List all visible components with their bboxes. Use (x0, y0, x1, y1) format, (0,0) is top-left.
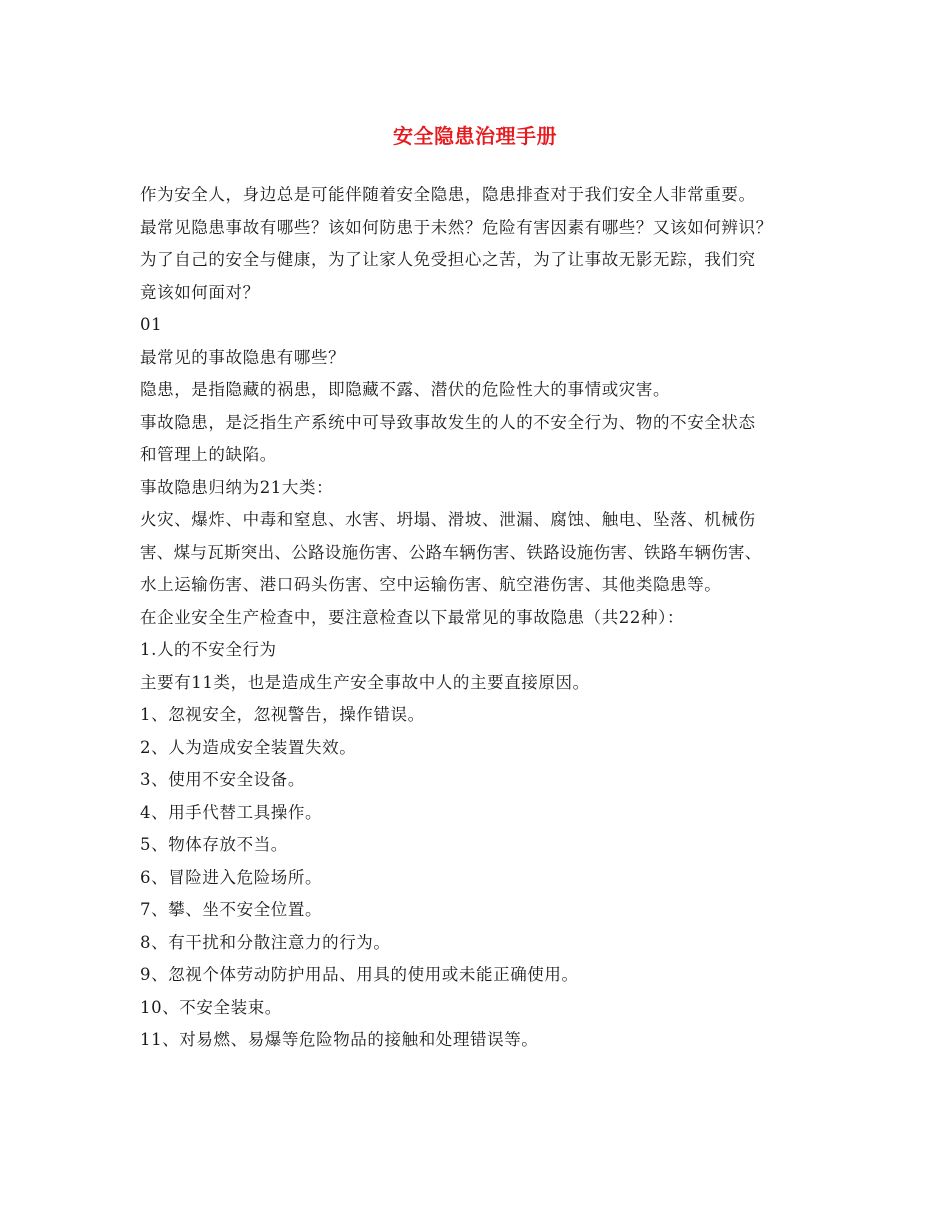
body-line-7: 隐患，是指隐藏的祸患，即隐藏不露、潜伏的危险性大的事情或灾害。 (140, 380, 671, 399)
list-item: 11、对易燃、易爆等危险物品的接触和处理错误等。 (140, 1030, 539, 1049)
body-line-1: 作为安全人，身边总是可能伴随着安全隐患，隐患排查对于我们安全人非常重要。 (140, 185, 756, 204)
list-item: 1、忽视安全，忽视警告，操作错误。 (140, 705, 425, 724)
section-heading: 最常见的事故隐患有哪些？ (140, 347, 346, 367)
list-item: 6、冒险进入危险场所。 (140, 867, 323, 887)
body-line-16: 主要有11类，也是造成生产安全事故中人的主要直接原因。 (140, 672, 590, 692)
list-item: 5、物体存放不当。 (140, 835, 288, 854)
body-line-4: 竟该如何面对？ (140, 282, 260, 302)
body-line-9: 和管理上的缺陷。 (140, 445, 277, 464)
list-item: 3、使用不安全设备。 (140, 770, 305, 789)
list-item: 10、不安全装束。 (140, 997, 282, 1017)
body-line-10: 事故隐患归纳为21大类： (140, 477, 334, 497)
list-item: 4、用手代替工具操作。 (140, 802, 323, 822)
body-line-3: 为了自己的安全与健康，为了让家人免受担心之苦，为了让事故无影无踪，我们究 (140, 250, 756, 269)
subsection-heading: 1.人的不安全行为 (140, 640, 277, 659)
list-item: 2、人为造成安全装置失效。 (140, 737, 357, 757)
body-line-2: 最常见隐患事故有哪些？该如何防患于未然？危险有害因素有哪些？又该如何辨识？ (140, 217, 773, 237)
hazard-list-line-3: 水上运输伤害、港口码头伤害、空中运输伤害、航空港伤害、其他类隐患等。 (140, 575, 722, 594)
hazard-list-line-2: 害、煤与瓦斯突出、公路设施伤害、公路车辆伤害、铁路设施伤害、铁路车辆伤害、 (140, 542, 762, 562)
hazard-list-line-1: 火灾、爆炸、中毒和窒息、水害、坍塌、滑坡、泄漏、腐蚀、触电、坠落、机械伤 (140, 510, 756, 529)
body-line-8: 事故隐患，是泛指生产系统中可导致事故发生的人的不安全行为、物的不安全状态 (140, 412, 756, 432)
document-title: 安全隐患治理手册 (393, 124, 557, 148)
section-number: 01 (140, 315, 163, 334)
document-body (140, 179, 840, 1057)
list-item: 9、忽视个体劳动防护用品、用具的使用或未能正确使用。 (140, 965, 579, 984)
body-line-14: 在企业安全生产检查中，要注意检查以下最常见的事故隐患（共22种）： (140, 607, 685, 627)
list-item: 7、攀、坐不安全位置。 (140, 900, 323, 919)
list-item: 8、有干扰和分散注意力的行为。 (140, 932, 391, 952)
